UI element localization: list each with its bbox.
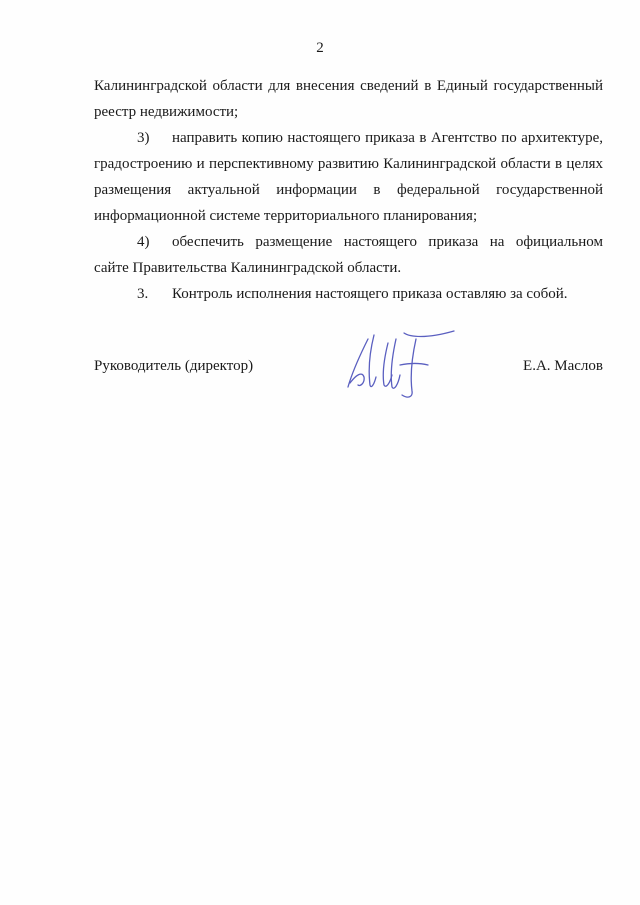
list-item-continuation: информационной системе территориального планирования; xyxy=(94,208,478,224)
handwritten-signature xyxy=(330,325,460,405)
list-item-continuation: градостроению и перспективному развитию Калининградской области в целях xyxy=(94,156,603,172)
list-item-control xyxy=(94,281,603,307)
list-item-number: 3) xyxy=(137,130,150,146)
intro-line-2: реестр недвижимости; xyxy=(94,104,239,120)
signatory-role: Руководитель (директор) xyxy=(94,358,254,374)
list-item-number: 3. xyxy=(137,286,149,302)
list-item-text: обеспечить размещение настоящего приказа на официальном xyxy=(172,234,603,250)
list-item-continuation: сайте Правительства Калининградской области. xyxy=(94,260,402,276)
list-item-number: 4) xyxy=(137,234,150,250)
list-item-4 xyxy=(94,229,603,255)
list-item-3 xyxy=(94,125,603,151)
list-item-continuation: размещения актуальной информации в федеральной государственной xyxy=(94,182,603,198)
intro-line-1: Калининградской области для внесения сведений в Единый государственный xyxy=(94,78,603,94)
signatory-name: Е.А. Маслов xyxy=(523,358,603,374)
list-item-text: направить копию настоящего приказа в Агентство по архитектуре, xyxy=(172,130,603,146)
page-number: 2 xyxy=(316,40,324,56)
document-body xyxy=(94,73,603,307)
list-item-text: Контроль исполнения настоящего приказа оставляю за собой. xyxy=(172,286,568,302)
